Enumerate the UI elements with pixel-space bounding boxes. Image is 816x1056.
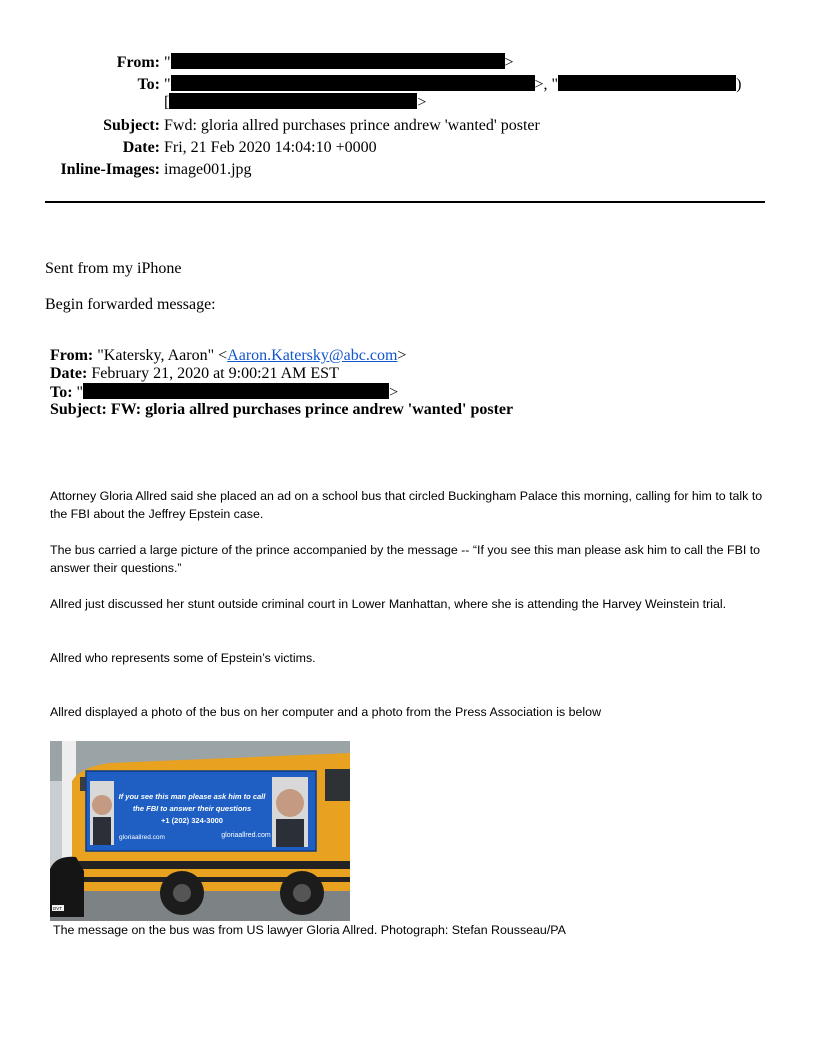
fwd-to-line: To: " > <box>50 384 399 401</box>
redaction-bar <box>558 75 736 91</box>
redaction-bar <box>83 383 389 399</box>
fwd-subject-value: FW: gloria allred purchases prince andrew 'wanted' poster <box>110 401 514 418</box>
sent-from-text: Sent from my iPhone <box>45 260 182 277</box>
date-value: Fri, 21 Feb 2020 14:04:10 +0000 <box>164 139 377 156</box>
fwd-from-email-link[interactable]: Aaron.Katersky@abc.com <box>227 347 398 364</box>
fwd-subject-label: Subject: <box>50 401 107 418</box>
to-value: " >, " ) <box>164 76 742 93</box>
paragraph-5: Allred displayed a photo of the bus on her computer and a photo from the Press Association is below <box>50 705 602 719</box>
from-label: From: <box>116 54 160 71</box>
to-value-line2: [ > <box>164 94 427 111</box>
paragraph-3: Allred just discussed her stunt outside criminal court in Lower Manhattan, where she is attending the Harvey Weinstein trial. <box>50 597 727 611</box>
taxi-plate: DVT <box>53 906 62 911</box>
paragraph-1: Attorney Gloria Allred said she placed an ad on a school bus that circled Buckingham Palace this morning, calling for him to talk to the FBI about the Jeffrey Epstein case. <box>50 489 763 521</box>
banner-line-3: +1 (202) 324-3000 <box>161 816 223 825</box>
banner-site-left: gloriaallred.com <box>119 834 165 841</box>
to-label: To: <box>137 76 160 93</box>
fwd-subject-line <box>50 401 513 419</box>
bus-photo <box>50 741 350 921</box>
fwd-from-line: From: "Katersky, Aaron" <Aaron.Katersky@abc.com> <box>50 347 407 364</box>
header-divider <box>45 201 765 203</box>
redaction-bar <box>171 75 535 91</box>
subject-value: Fwd: gloria allred purchases prince andrew 'wanted' poster <box>164 117 540 134</box>
inline-images-value: image001.jpg <box>164 161 252 178</box>
from-value: " > <box>164 54 514 71</box>
fwd-date-label: Date: <box>50 365 88 382</box>
begin-forwarded-text: Begin forwarded message: <box>45 296 216 313</box>
bus-photo-illustration <box>50 741 350 921</box>
date-label: Date: <box>122 139 160 156</box>
fwd-date-line <box>50 365 339 383</box>
subject-label: Subject: <box>103 117 160 134</box>
fwd-date-value: February 21, 2020 at 9:00:21 AM EST <box>91 365 339 382</box>
inline-images-label: Inline-Images: <box>60 161 160 178</box>
redaction-bar <box>169 93 417 109</box>
banner-line-1: If you see this man please ask him to call <box>118 792 266 801</box>
photo-caption: The message on the bus was from US lawyer Gloria Allred. Photograph: Stefan Rousseau/PA <box>53 923 566 937</box>
paragraph-4: Allred who represents some of Epstein’s victims. <box>50 651 316 665</box>
paragraph-2: The bus carried a large picture of the prince accompanied by the message -- “If you see this man please ask him to call the FBI to answer their questions.” <box>50 543 761 575</box>
redaction-bar <box>171 53 505 69</box>
banner-site-right: gloriaallred.com <box>221 832 271 839</box>
fwd-to-label: To: <box>50 384 73 401</box>
fwd-from-label: From: <box>50 347 94 364</box>
banner-line-2: the FBI to answer their questions <box>132 804 252 813</box>
